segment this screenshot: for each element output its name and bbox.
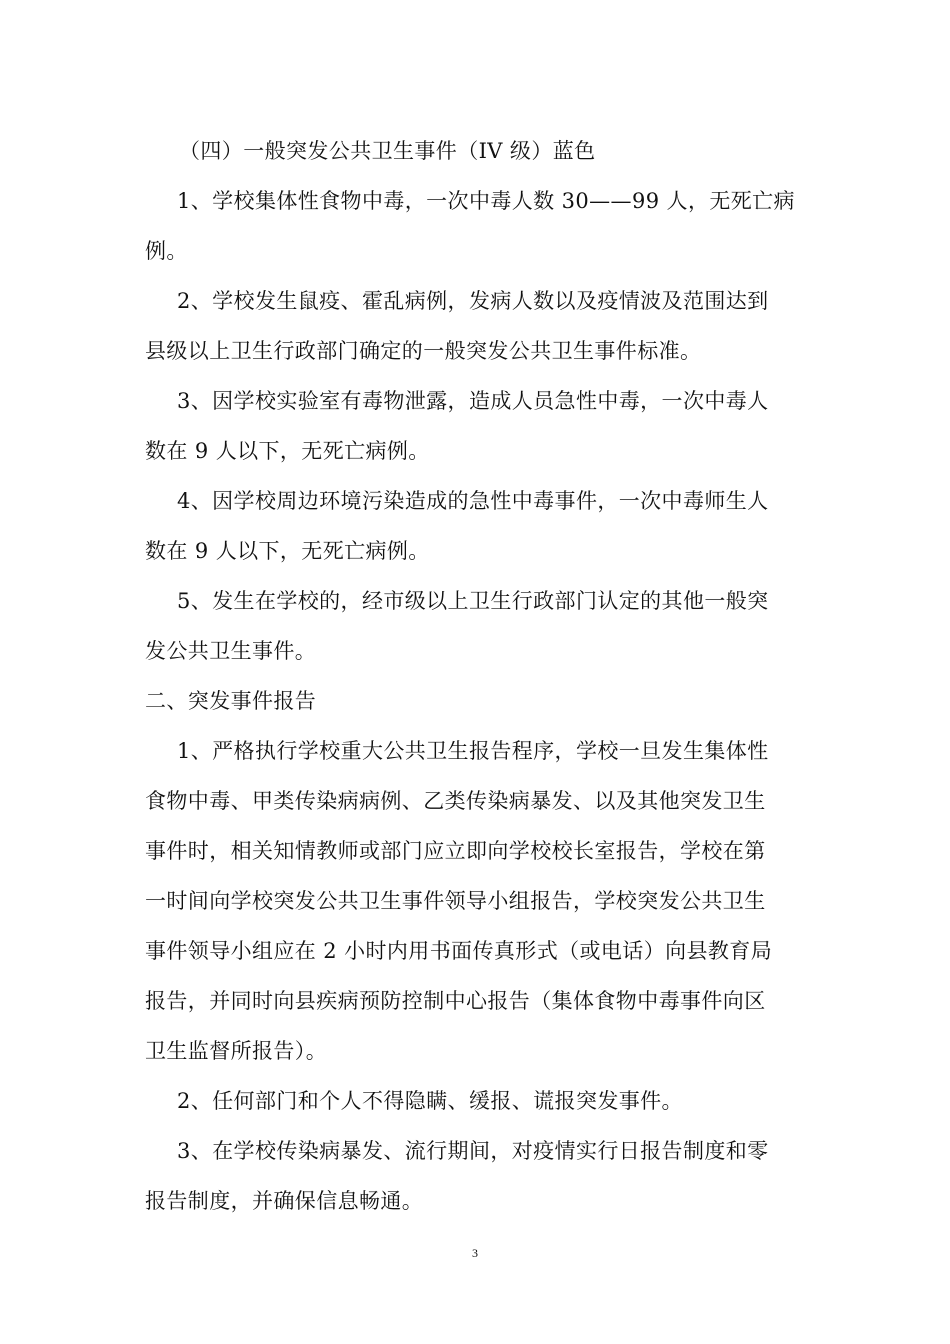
paragraph-line: 食物中毒、甲类传染病病例、乙类传染病暴发、以及其他突发卫生 [145,789,766,813]
section-heading-level-iv: （四）一般突发公共卫生事件（IV 级）蓝色 [179,139,596,163]
section-heading-report: 二、突发事件报告 [145,689,317,713]
paragraph-line: 事件领导小组应在 2 小时内用书面传真形式（或电话）向县教育局 [145,939,773,963]
paragraph-line: 4、因学校周边环境污染造成的急性中毒事件，一次中毒师生人 [177,489,769,513]
paragraph-line: 3、因学校实验室有毒物泄露，造成人员急性中毒，一次中毒人 [177,389,769,413]
paragraph-line: 报告，并同时向县疾病预防控制中心报告（集体食物中毒事件向区 [145,989,766,1013]
paragraph-line: 2、任何部门和个人不得隐瞒、缓报、谎报突发事件。 [177,1089,683,1113]
paragraph-line: 数在 9 人以下，无死亡病例。 [145,539,430,563]
paragraph-line: 卫生监督所报告）。 [145,1039,328,1063]
paragraph-line: 事件时，相关知情教师或部门应立即向学校校长室报告，学校在第 [145,839,766,863]
paragraph-line: 报告制度，并确保信息畅通。 [145,1189,424,1213]
paragraph-line: 发公共卫生事件。 [145,639,317,663]
paragraph-line: 数在 9 人以下，无死亡病例。 [145,439,430,463]
paragraph-line: 5、发生在学校的，经市级以上卫生行政部门认定的其他一般突 [177,589,769,613]
paragraph-line: 例。 [145,239,188,263]
paragraph-line: 2、学校发生鼠疫、霍乱病例，发病人数以及疫情波及范围达到 [177,289,769,313]
document-body [145,126,805,1226]
paragraph-line: 1、严格执行学校重大公共卫生报告程序，学校一旦发生集体性 [177,739,769,763]
paragraph-line: 县级以上卫生行政部门确定的一般突发公共卫生事件标准。 [145,339,702,363]
paragraph-line: 3、在学校传染病暴发、流行期间，对疫情实行日报告制度和零 [177,1139,769,1163]
paragraph-line: 1、学校集体性食物中毒，一次中毒人数 30——99 人，无死亡病 [177,189,795,213]
page-number: 3 [472,1246,478,1260]
paragraph-line: 一时间向学校突发公共卫生事件领导小组报告，学校突发公共卫生 [145,889,766,913]
